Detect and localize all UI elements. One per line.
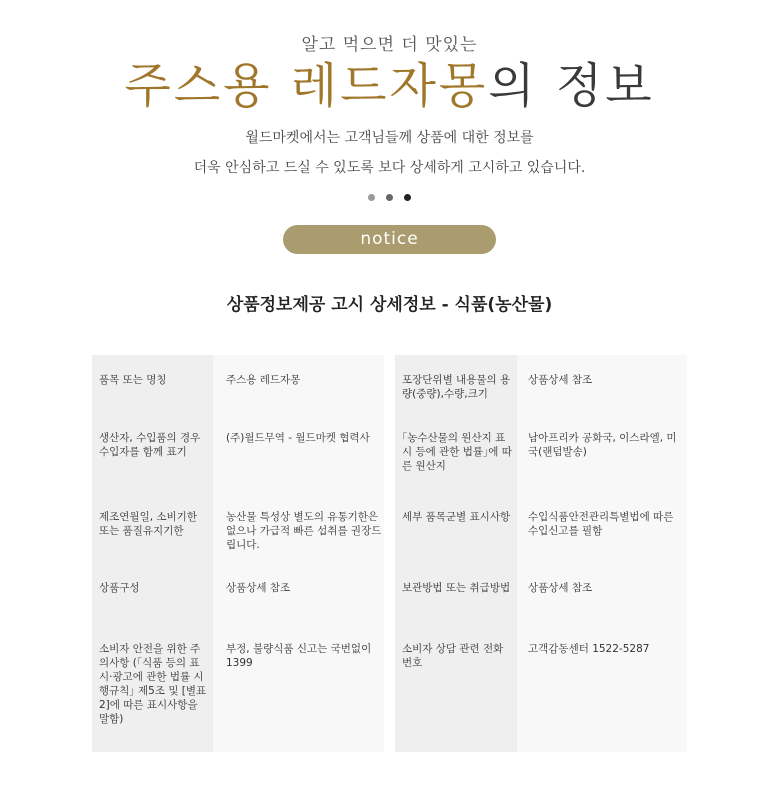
table-cell-value: (주)월드무역 - 월드마켓 협력사 xyxy=(226,432,370,444)
dot-3 xyxy=(404,194,411,201)
table-cell-label: 소비자 안전을 위한 주의사항 (｢식품 등의 표시·광고에 관한 법률 시행규칙｣ 제5조 및 [별표 2]에 따른 표시사항을 말함) xyxy=(99,643,207,725)
table-cell-value: 부정, 불량식품 신고는 국번없이 1399 xyxy=(226,643,372,669)
product-info-table xyxy=(92,355,687,752)
table-cell-value: 상품상세 참조 xyxy=(528,374,593,386)
value-column-left xyxy=(213,355,384,752)
table-cell-value: 상품상세 참조 xyxy=(226,582,291,594)
table-cell-label: 상품구성 xyxy=(99,582,140,594)
table-cell-value: 수입식품안전관리특별법에 따른 수입신고를 필함 xyxy=(528,511,674,537)
decorative-dots xyxy=(0,194,779,201)
notice-badge: notice xyxy=(283,225,496,254)
page-title xyxy=(0,56,779,116)
table-cell-label: 소비자 상담 관련 전화번호 xyxy=(402,643,504,669)
table-cell-value: 고객감동센터 1522-5287 xyxy=(528,643,650,655)
table-cell-value: 남아프리카 공화국, 이스라엘, 미국(랜덤발송) xyxy=(528,432,677,458)
table-cell-value: 농산물 특성상 별도의 유통기한은 없으나 가급적 빠른 섭취를 권장드립니다. xyxy=(226,511,382,551)
table-cell-label: 보관방법 또는 취급방법 xyxy=(402,582,511,594)
description-line-1: 월드마켓에서는 고객님들께 상품에 대한 정보를 xyxy=(245,130,534,146)
table-cell-label: 제조연월일, 소비기한 또는 품질유지기한 xyxy=(99,511,197,537)
header-subtitle: 알고 먹으면 더 맛있는 xyxy=(301,35,478,55)
section-title: 상품정보제공 고시 상세정보 - 식품(농산물) xyxy=(226,295,553,315)
value-column-right xyxy=(517,355,687,752)
dot-2 xyxy=(386,194,393,201)
table-cell-label: ｢농수산물의 원산지 표시 등에 관한 법률｣에 따른 원산지 xyxy=(402,432,512,472)
table-cell-value: 상품상세 참조 xyxy=(528,582,593,594)
description-line-2: 더욱 안심하고 드실 수 있도록 보다 상세하게 고시하고 있습니다. xyxy=(193,160,586,176)
page-title-accent: 주스용 레드자몽 xyxy=(124,58,489,114)
label-column-left xyxy=(92,355,213,752)
table-cell-label: 포장단위별 내용물의 용량(중량),수량,크기 xyxy=(402,374,511,400)
table-cell-label: 생산자, 수입품의 경우 수입자를 함께 표기 xyxy=(99,432,201,458)
table-cell-label: 세부 품목군별 표시사항 xyxy=(402,511,511,523)
label-column-right xyxy=(395,355,517,752)
page-title-rest: 의 정보 xyxy=(488,58,655,114)
table-cell-label: 품목 또는 명칭 xyxy=(99,374,167,386)
dot-1 xyxy=(368,194,375,201)
table-cell-value: 주스용 레드자몽 xyxy=(226,374,301,386)
